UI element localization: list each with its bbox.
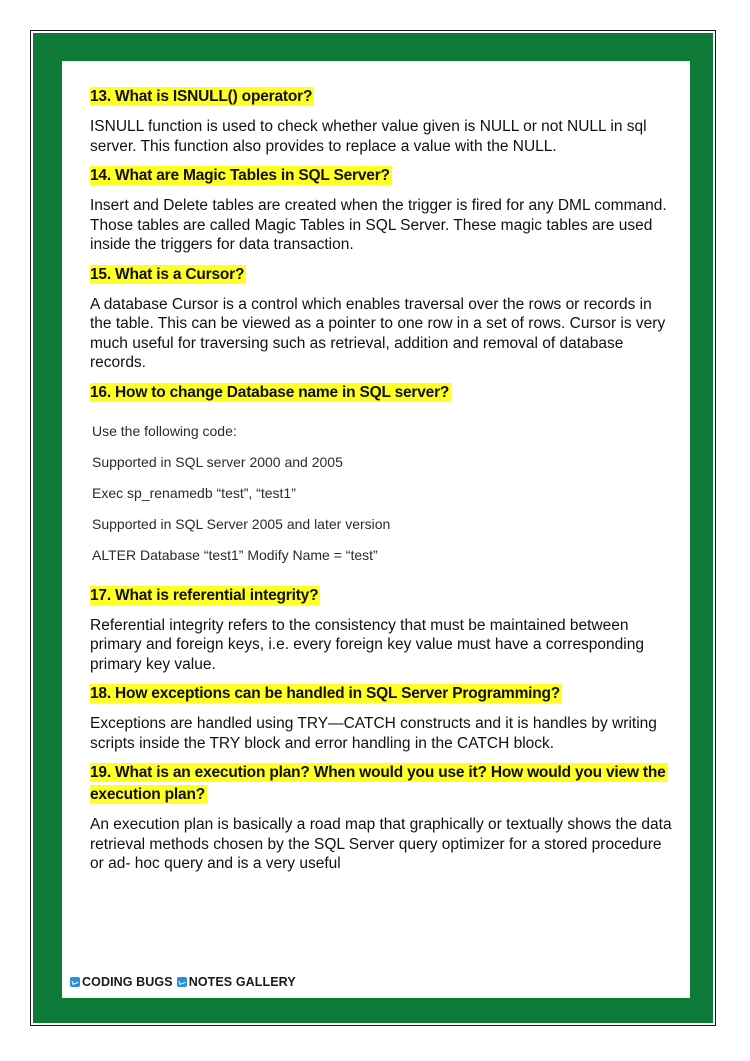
qa-item-14 (90, 165, 672, 255)
telegram-icon (70, 977, 80, 987)
question-heading: 19. What is an execution plan? When would you use it? How would you view the execution plan? (90, 764, 666, 803)
qa-item-16 (90, 382, 672, 571)
qa-item-18 (90, 683, 672, 753)
answer-text: ISNULL function is used to check whether value given is NULL or not NULL in sql server. This function also provides to replace a value with the NULL. (90, 118, 647, 155)
answer-text: A database Cursor is a control which enables traversal over the rows or records in the table. This can be viewed as a pointer to one row in a set of rows. Cursor is very much useful for traversing such as retrieval, addition and removal of database records. (90, 295, 666, 371)
telegram-icon (177, 977, 187, 987)
answer-text: Insert and Delete tables are created when the trigger is fired for any DML command. Those tables are called Magic Tables in SQL Server. These magic tables are used inside the triggers for data transaction. (90, 197, 667, 253)
question-heading: 13. What is ISNULL() operator? (90, 88, 313, 105)
answer-text: Exceptions are handled using TRY—CATCH constructs and it is handles by writing scripts inside the TRY block and error handling in the CATCH block. (90, 715, 657, 752)
brand-notes-gallery: NOTES GALLERY (188, 975, 296, 989)
code-line: Use the following code: (92, 422, 237, 439)
document-page (62, 61, 690, 998)
question-heading: 14. What are Magic Tables in SQL Server? (90, 167, 390, 184)
code-line: Supported in SQL Server 2005 and later version (92, 515, 391, 532)
qa-item-13 (90, 86, 672, 156)
question-heading: 16. How to change Database name in SQL server? (90, 383, 450, 401)
answer-text: Referential integrity refers to the consistency that must be maintained between primary and foreign keys, i.e. every foreign key value must have a corresponding primary key value. (90, 616, 644, 673)
question-heading: 17. What is referential integrity? (90, 586, 319, 604)
qa-content (90, 86, 672, 883)
code-line: ALTER Database “test1” Modify Name = “test” (92, 546, 378, 563)
code-line: Supported in SQL server 2000 and 2005 (92, 453, 343, 470)
code-line: Exec sp_renamedb “test”, “test1” (92, 484, 296, 501)
qa-item-17 (90, 585, 672, 675)
qa-item-15 (90, 264, 672, 373)
qa-item-19 (90, 762, 672, 874)
question-heading: 18. How exceptions can be handled in SQL Server Programming? (90, 685, 561, 702)
brand-coding-bugs: CODING BUGS (82, 975, 173, 989)
answer-text: An execution plan is basically a road map that graphically or textually shows the data retrieval methods chosen by the SQL Server query optimizer for a stored procedure or ad- hoc query and is a very useful (90, 816, 672, 872)
question-heading: 15. What is a Cursor? (90, 265, 245, 283)
code-snippet (92, 416, 672, 571)
footer-brands (70, 975, 296, 989)
